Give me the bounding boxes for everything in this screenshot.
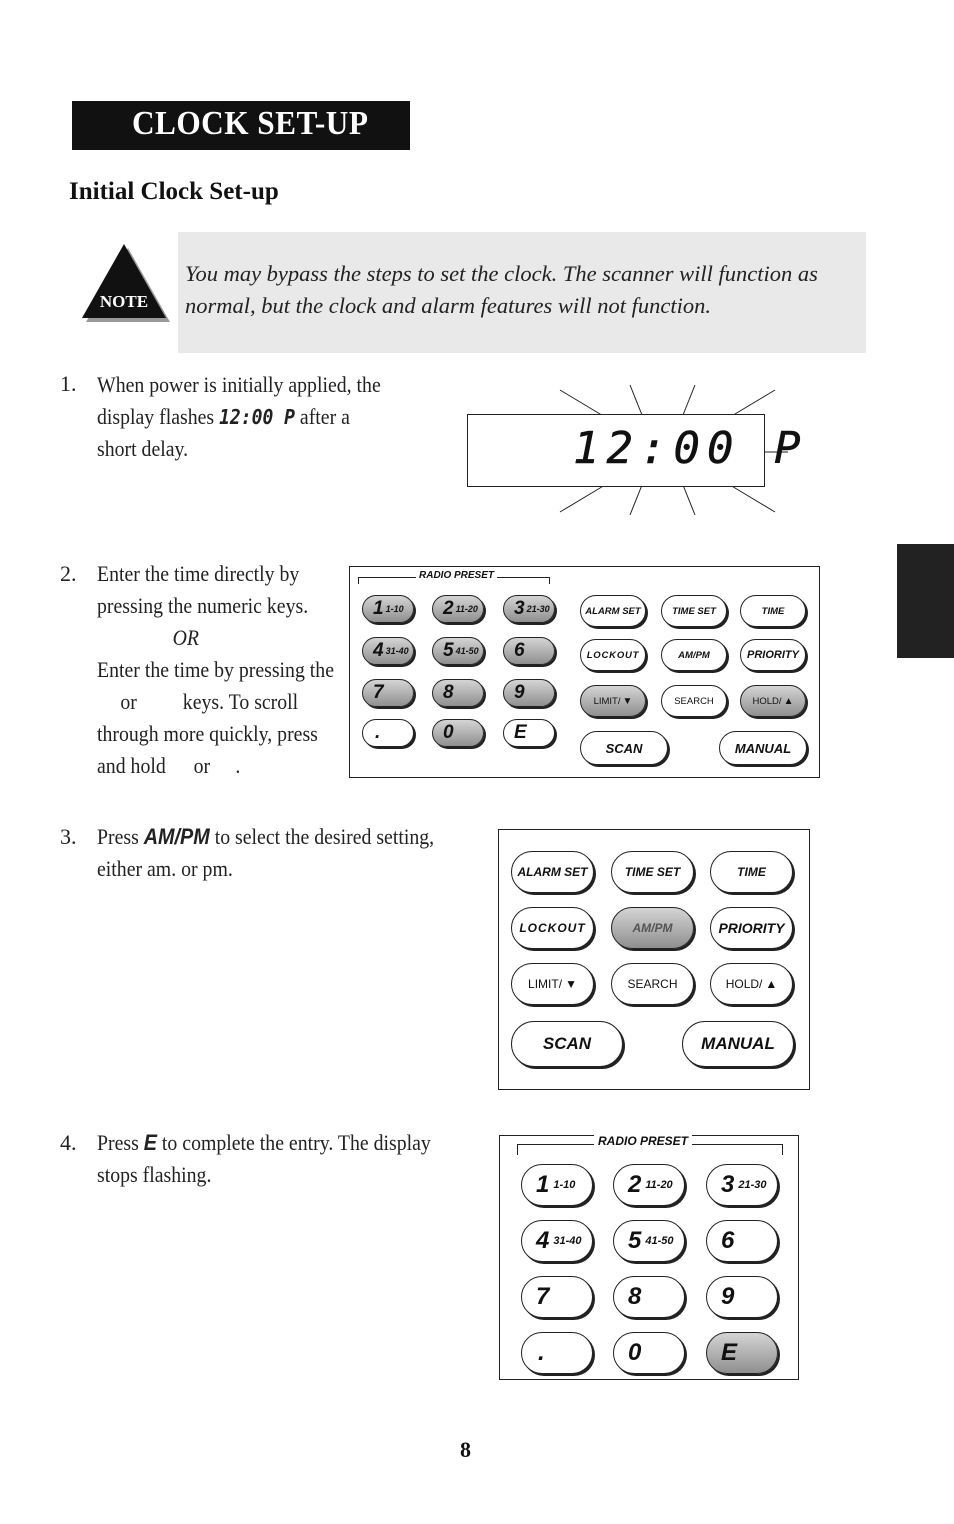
ampm-button[interactable]: AM/PM <box>661 639 727 671</box>
step-1-line-2 <box>97 401 381 433</box>
lcd-display <box>467 414 808 487</box>
key-0-large[interactable] <box>613 1332 685 1374</box>
step-2-line-4: Enter the time by pressing the <box>97 657 334 682</box>
step-4-number: 4. <box>60 1130 77 1155</box>
note-icon-label: NOTE <box>99 292 149 311</box>
key-6-main: 6 <box>514 640 525 661</box>
step-2-line-5 <box>97 686 334 718</box>
step-2-line-7-b: or <box>193 753 211 778</box>
key-3[interactable] <box>503 595 555 623</box>
step-2-text <box>97 558 334 782</box>
key-8-large-main: 8 <box>628 1283 642 1310</box>
key-2-large[interactable] <box>613 1164 685 1206</box>
step-3-line-1 <box>97 821 434 853</box>
step-2-line-5-a: or <box>120 689 137 714</box>
key-9-large[interactable] <box>706 1276 778 1318</box>
full-keypad-panel <box>349 566 820 778</box>
step-4-line-2: stops flashing. <box>97 1162 212 1187</box>
key-e-main: E <box>514 722 527 743</box>
key-8-large[interactable] <box>613 1276 685 1318</box>
hold-up-button[interactable] <box>740 685 806 717</box>
key-3-large-sub: 21-30 <box>738 1179 767 1191</box>
manual-button-2[interactable]: MANUAL <box>682 1021 794 1067</box>
lockout-button[interactable]: LOCKOUT <box>580 639 646 671</box>
scan-button[interactable]: SCAN <box>580 731 668 765</box>
time-set-button[interactable]: TIME SET <box>661 595 727 627</box>
key-2[interactable] <box>432 595 484 623</box>
step-2-line-6: through more quickly, press <box>97 721 318 746</box>
hold-label-2: HOLD/ <box>725 977 763 991</box>
down-triangle-icon-2: ▼ <box>565 977 577 991</box>
side-tab-marker <box>897 544 954 658</box>
key-6[interactable] <box>503 637 555 665</box>
step-3-line-1-b: to select the desired setting, <box>209 824 435 849</box>
key-5-sub: 41-50 <box>455 646 479 656</box>
step-2-line-7 <box>97 750 334 782</box>
step-1-line-1: When power is initially applied, the <box>97 372 381 397</box>
search-button-2[interactable]: SEARCH <box>611 963 694 1005</box>
key-1-main: 1 <box>373 598 384 619</box>
page-title: CLOCK SET-UP <box>132 105 369 142</box>
subsection-heading: Initial Clock Set-up <box>69 178 279 205</box>
hold-up-button-2[interactable] <box>710 963 793 1005</box>
key-7-large-main: 7 <box>536 1283 550 1310</box>
key-8[interactable] <box>432 679 484 707</box>
manual-button[interactable]: MANUAL <box>719 731 807 765</box>
priority-button-2[interactable]: PRIORITY <box>710 907 793 949</box>
key-0-main: 0 <box>443 722 454 743</box>
key-3-large-main: 3 <box>721 1171 735 1198</box>
numeric-keypad-panel <box>499 1135 799 1380</box>
key-dot-large[interactable] <box>521 1332 593 1374</box>
key-5-main: 5 <box>443 640 454 661</box>
key-4[interactable] <box>362 637 414 665</box>
step-4-line-1-a: Press <box>97 1130 144 1155</box>
function-keys-panel <box>498 829 810 1090</box>
key-1-large[interactable] <box>521 1164 593 1206</box>
step-2-number: 2. <box>60 561 77 586</box>
key-5[interactable] <box>432 637 484 665</box>
key-9-main: 9 <box>514 682 525 703</box>
step-2-line-7-c: . <box>235 753 241 778</box>
limit-down-button-2[interactable] <box>511 963 594 1005</box>
search-button[interactable]: SEARCH <box>661 685 727 717</box>
key-2-large-main: 2 <box>628 1171 642 1198</box>
step-3-text <box>97 821 434 885</box>
key-e-highlighted[interactable] <box>706 1332 778 1374</box>
page-number: 8 <box>460 1437 471 1462</box>
inline-display-text: 12:00 P <box>219 405 295 429</box>
note-icon <box>72 240 172 325</box>
limit-label: LIMIT/ <box>593 695 621 707</box>
key-3-main: 3 <box>514 598 525 619</box>
key-4-large-main: 4 <box>536 1227 550 1254</box>
alarm-set-button-2[interactable]: ALARM SET <box>511 851 594 893</box>
inline-ampm-key: AM/PM <box>143 824 210 849</box>
key-9-large-main: 9 <box>721 1283 735 1310</box>
key-7-large[interactable] <box>521 1276 593 1318</box>
key-4-main: 4 <box>373 640 384 661</box>
key-4-sub: 31-40 <box>385 646 409 656</box>
key-1[interactable] <box>362 595 414 623</box>
note-text: You may bypass the steps to set the clock. The scanner will function as normal, but the clock and alarm features will not function. <box>185 261 818 318</box>
key-1-large-sub: 1-10 <box>553 1179 576 1191</box>
key-6-large-main: 6 <box>721 1227 735 1254</box>
down-triangle-icon: ▼ <box>622 695 633 707</box>
step-1-line-3: short delay. <box>97 436 189 461</box>
key-e[interactable] <box>503 719 555 747</box>
key-4-large[interactable] <box>521 1220 593 1262</box>
step-1-text <box>97 369 381 465</box>
key-2-large-sub: 11-20 <box>645 1179 673 1191</box>
section-title-bar <box>72 101 410 150</box>
key-dot[interactable] <box>362 719 414 747</box>
step-2-line-7-a: and hold <box>97 753 166 778</box>
radio-preset-label: RADIO PRESET <box>416 570 497 581</box>
key-dot-large-main: . <box>538 1339 545 1366</box>
step-4-text <box>97 1127 431 1191</box>
time-set-button-2[interactable]: TIME SET <box>611 851 694 893</box>
step-1-line-2-b: after a <box>294 404 350 429</box>
key-e-large-main: E <box>721 1339 738 1366</box>
key-0-large-main: 0 <box>628 1339 642 1366</box>
step-2-line-2: pressing the numeric keys. <box>97 593 309 618</box>
key-4-large-sub: 31-40 <box>553 1235 582 1247</box>
step-2-or: OR <box>172 625 199 650</box>
step-3-number: 3. <box>60 824 77 849</box>
key-5-large[interactable] <box>613 1220 685 1262</box>
key-7[interactable] <box>362 679 414 707</box>
key-7-main: 7 <box>373 682 384 703</box>
step-2-line-5-b: keys. To scroll <box>182 689 299 714</box>
key-5-large-sub: 41-50 <box>645 1235 674 1247</box>
limit-down-button[interactable] <box>580 685 646 717</box>
radio-preset-label-2: RADIO PRESET <box>594 1134 692 1148</box>
hold-label: HOLD/ <box>752 695 782 707</box>
key-6-large[interactable] <box>706 1220 778 1262</box>
time-button[interactable]: TIME <box>740 595 806 627</box>
step-4-line-1-b: to complete the entry. The display <box>156 1130 431 1155</box>
step-2-line-1: Enter the time directly by <box>97 561 300 586</box>
time-button-2[interactable]: TIME <box>710 851 793 893</box>
key-3-large[interactable] <box>706 1164 778 1206</box>
limit-label-2: LIMIT/ <box>528 977 563 991</box>
step-3-line-1-a: Press <box>97 824 144 849</box>
inline-e-key: E <box>143 1130 157 1155</box>
key-2-main: 2 <box>443 598 454 619</box>
note-box <box>178 232 866 353</box>
key-1-sub: 1-10 <box>385 604 404 614</box>
alarm-set-button[interactable]: ALARM SET <box>580 595 646 627</box>
up-triangle-icon: ▲ <box>783 695 794 707</box>
step-4-line-1 <box>97 1127 431 1159</box>
step-1-number: 1. <box>60 371 77 396</box>
key-2-sub: 11-20 <box>455 604 478 614</box>
key-0[interactable] <box>432 719 484 747</box>
scan-button-2[interactable]: SCAN <box>511 1021 623 1067</box>
key-3-sub: 21-30 <box>526 604 550 614</box>
step-3-line-2: either am. or pm. <box>97 856 233 881</box>
key-8-main: 8 <box>443 682 454 703</box>
priority-button[interactable]: PRIORITY <box>740 639 806 671</box>
lockout-button-2[interactable]: LOCKOUT <box>511 907 594 949</box>
up-triangle-icon-2: ▲ <box>765 977 778 991</box>
lcd-digits: 12:00 P <box>573 423 808 474</box>
step-1-line-2-a: display flashes <box>97 404 220 429</box>
key-5-large-main: 5 <box>628 1227 642 1254</box>
key-dot-main: . <box>375 722 381 743</box>
key-1-large-main: 1 <box>536 1171 550 1198</box>
key-9[interactable] <box>503 679 555 707</box>
ampm-button-highlighted[interactable]: AM/PM <box>611 907 694 949</box>
